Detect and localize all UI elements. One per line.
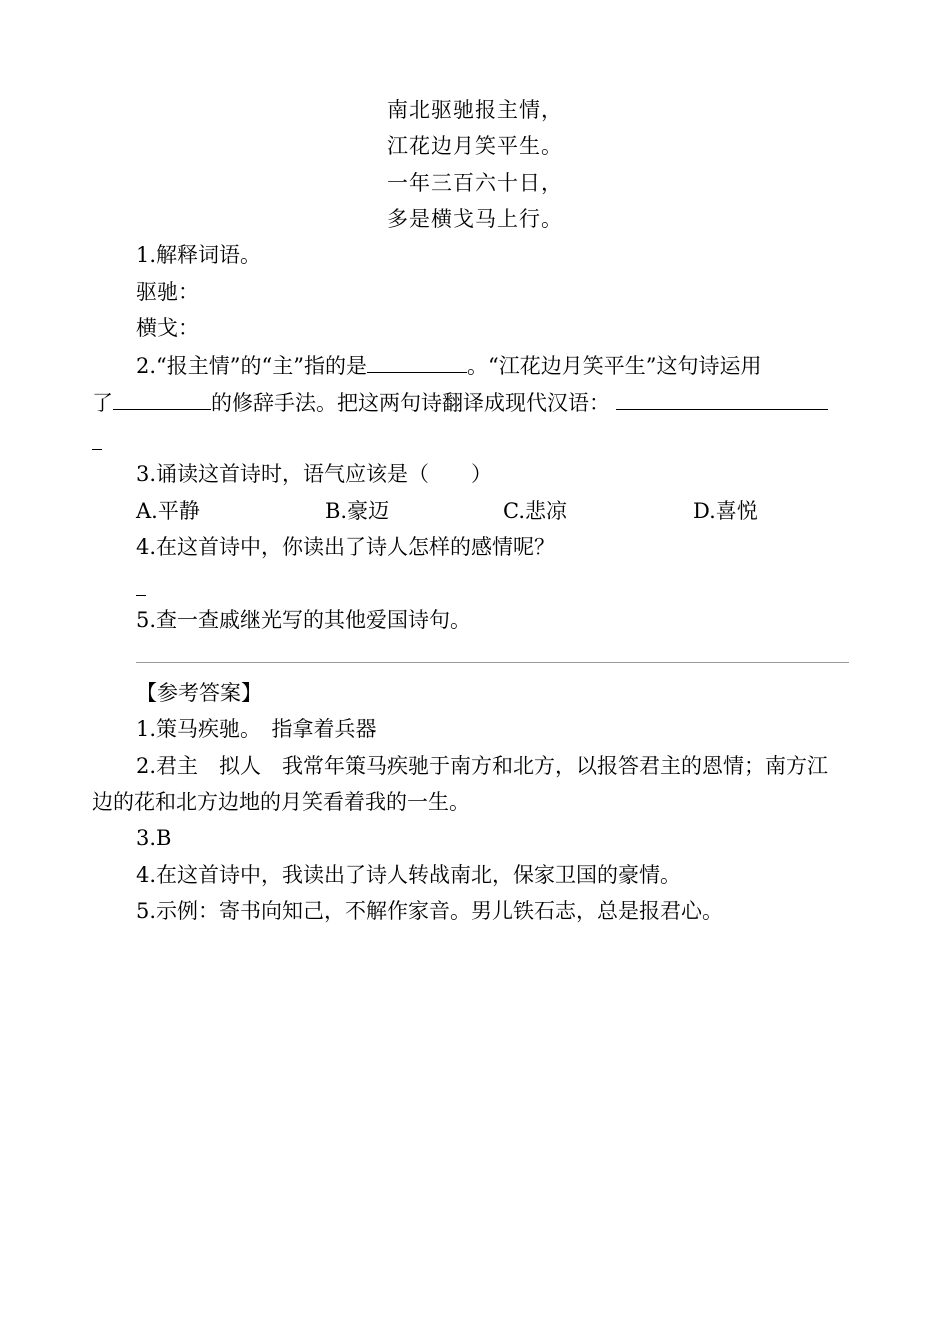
question-1-term-quchi: 驱驰： (136, 280, 199, 304)
question-2-line-1 (136, 350, 761, 380)
answer-2-line-2: 边的花和北方边地的月笑看着我的一生。 (92, 790, 470, 814)
question-2-text-c: 了 (92, 391, 113, 415)
option-b[interactable]: B.豪迈 (325, 499, 390, 523)
question-2-text-d: 的修辞手法。把这两句诗翻译成现代汉语： (211, 391, 610, 415)
question-5-stem: 5.查一查戚继光写的其他爱国诗句。 (136, 608, 472, 632)
answer-2-line-1: 2.君主 拟人 我常年策马疾驰于南方和北方，以报答君主的恩情；南方江 (136, 754, 829, 778)
option-c[interactable]: C.悲凉 (503, 499, 567, 523)
poem-line-2: 江花边月笑平生。 (387, 134, 563, 158)
question-2-text-a: 2.“报主情”的“主”指的是 (136, 354, 367, 378)
question-3-stem: 3.诵读这首诗时，语气应该是（ ） (136, 462, 493, 486)
poem-line-1: 南北驱驰报主情， (387, 98, 563, 122)
option-a[interactable]: A.平静 (136, 499, 200, 523)
question-1-term-hengge: 横戈： (136, 316, 199, 340)
answer-3: 3.B (136, 826, 172, 850)
answer-1: 1.策马疾驰。 指拿着兵器 (136, 717, 377, 741)
answer-line-question-5[interactable] (136, 662, 849, 663)
option-d[interactable]: D.喜悦 (693, 499, 758, 523)
poem-line-4: 多是横戈马上行。 (387, 207, 563, 231)
answers-heading: 【参考答案】 (136, 681, 262, 705)
answer-line-continuation-1 (92, 449, 102, 450)
answer-4: 4.在这首诗中，我读出了诗人转战南北，保家卫国的豪情。 (136, 863, 682, 887)
answer-line-continuation-2 (136, 595, 146, 596)
question-4-stem: 4.在这首诗中，你读出了诗人怎样的感情呢？ (136, 535, 556, 559)
question-1-title: 1.解释词语。 (136, 243, 262, 267)
question-2-text-b: 。“江花边月笑平生”这句诗运用 (466, 354, 762, 378)
answer-blank-2[interactable] (113, 387, 211, 410)
question-2-line-2 (92, 387, 828, 417)
poem-line-3: 一年三百六十日， (387, 171, 563, 195)
answer-5: 5.示例：寄书向知己，不解作家音。男儿铁石志，总是报君心。 (136, 899, 724, 923)
answer-blank-3[interactable] (616, 387, 828, 410)
answer-blank-1[interactable] (367, 350, 467, 373)
